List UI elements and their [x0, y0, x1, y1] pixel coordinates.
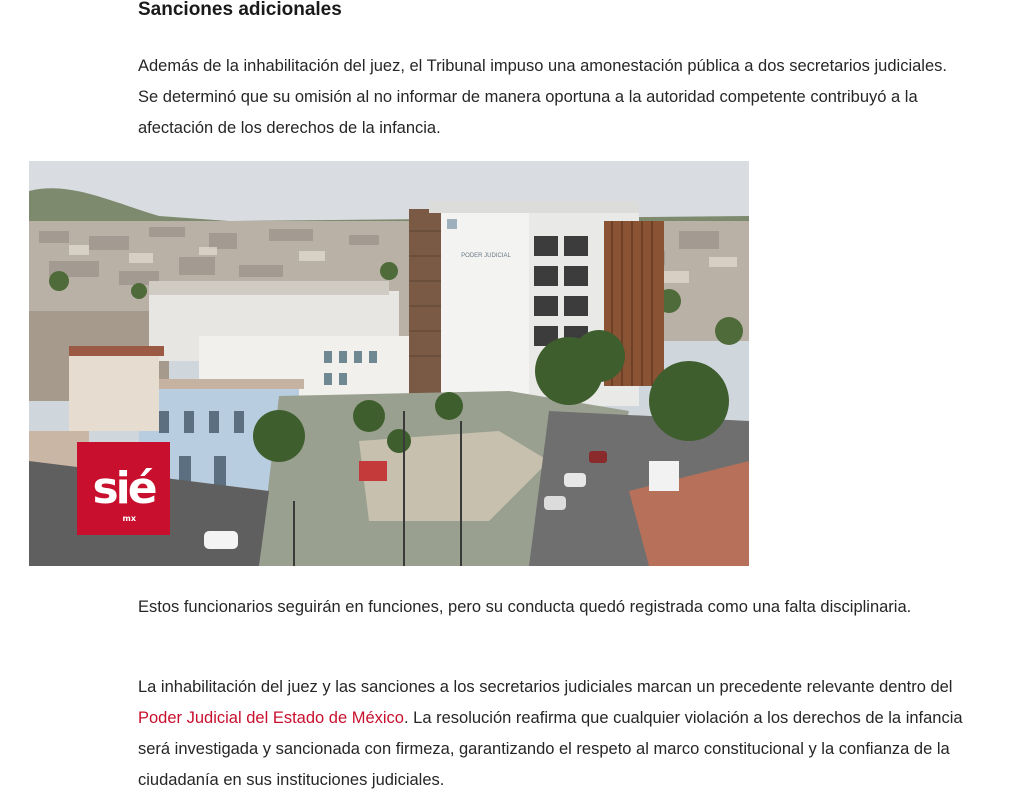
paragraph-3 [138, 672, 968, 796]
logo-subtext: mx [122, 514, 136, 523]
section-heading: Sanciones adicionales [138, 0, 342, 20]
article-photo [29, 161, 749, 566]
paragraph-3-end: . La resolución reafirma que cualquier violación a los derechos de la infancia será investigada y sancionada con firmeza, garantizando el respeto al marco constitucional y la confianza de la ciudadanía en sus instituciones judiciales. [138, 709, 963, 789]
poder-judicial-link[interactable]: Poder Judicial del Estado de México [138, 709, 404, 727]
building-sign: PODER JUDICIAL [461, 253, 511, 259]
paragraph-3-start: La inhabilitación del juez y las sanciones a los secretarios judiciales marcan un precedente relevante dentro del [138, 678, 953, 696]
logo-text: sié [92, 462, 155, 514]
sie-logo [77, 442, 170, 535]
paragraph-2: Estos funcionarios seguirán en funciones, pero su conducta quedó registrada como una falta disciplinaria. [138, 598, 912, 616]
paragraph-1: Además de la inhabilitación del juez, el Tribunal impuso una amonestación pública a dos secretarios judiciales. Se determinó que su omisión al no informar de manera oportuna a la autoridad competente contribuyó a la afectación de los derechos de la infancia. [138, 57, 947, 137]
